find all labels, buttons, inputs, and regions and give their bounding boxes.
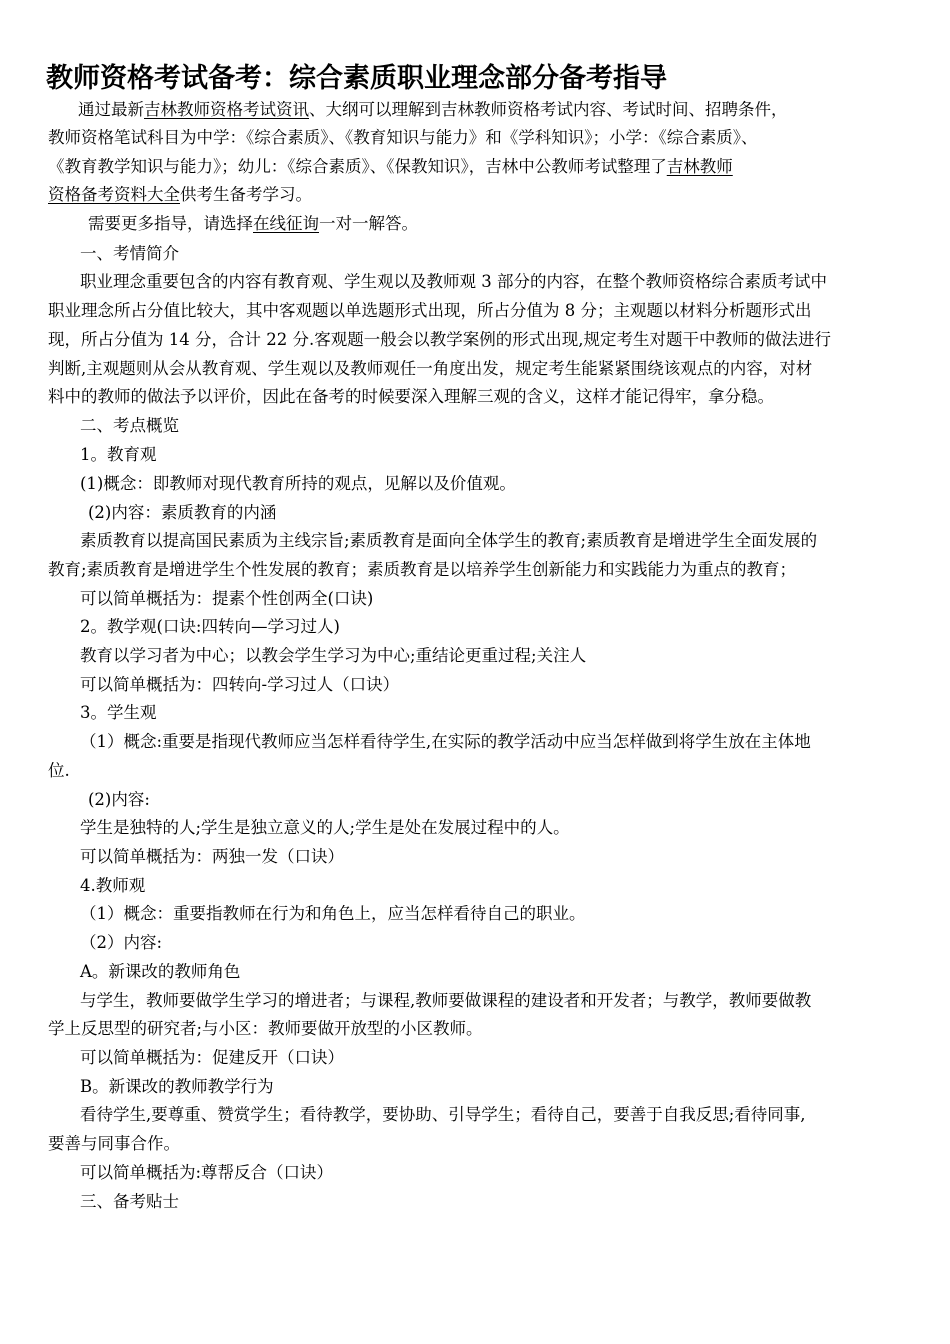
consult-text: 需要更多指导，请选择 — [88, 214, 253, 233]
body-line: 要善与同事合作。 — [48, 1134, 180, 1153]
prep-materials-link[interactable]: 吉林教师 — [666, 157, 733, 176]
prep-materials-link-cont[interactable]: 资格备考资料大全 — [48, 185, 180, 204]
body-line: 位. — [48, 761, 70, 780]
body-line: 素质教育以提高国民素质为主线宗旨;素质教育是面向全体学生的教育;素质教育是增进学生全面发展的 — [80, 531, 818, 550]
mnemonic-line: 可以简单概括为:尊帮反合（口诀） — [80, 1163, 334, 1182]
online-consult-link[interactable]: 在线征询 — [253, 214, 319, 233]
subheading-teacher-role: A。新课改的教师角色 — [80, 962, 241, 981]
body-line: 学生是独特的人;学生是独立意义的人;学生是处在发展过程中的人。 — [80, 818, 570, 837]
intro-line-3 — [48, 155, 733, 179]
body-line: 学上反思型的研究者;与小区：教师要做开放型的小区教师。 — [48, 1019, 483, 1038]
section-heading-prep-tips: 三、备考贴士 — [80, 1192, 179, 1211]
body-line: (2)内容: — [88, 790, 150, 809]
overview-line: 料中的教师的做法予以评价，因此在备考的时候要深入理解三观的含义，这样才能记得牢，拿分稳。 — [48, 387, 774, 406]
mnemonic-line: 可以简单概括为：两独一发（口诀） — [80, 847, 344, 866]
body-line: （1）概念:重要是指现代教师应当怎样看待学生,在实际的教学活动中应当怎样做到将学生放在主体地 — [80, 732, 811, 751]
intro-line-1 — [78, 98, 788, 122]
page-title: 教师资格考试备考：综合素质职业理念部分备考指导 — [46, 63, 667, 94]
intro-text: 通过最新 — [78, 100, 144, 119]
intro-line-4 — [48, 183, 312, 207]
body-line: （2）内容: — [80, 933, 163, 952]
mnemonic-line: 可以简单概括为：提素个性创两全(口诀) — [80, 589, 374, 608]
intro-text: 供考生备考学习。 — [180, 185, 312, 204]
intro-line-2: 教师资格笔试科目为中学：《综合素质》、《教育知识与能力》和《学科知识》；小学：《综合素质》、 — [48, 128, 758, 147]
overview-line: 判断,主观题则从会从教育观、学生观以及教师观任一角度出发，规定考生能紧紧围绕该观点的内容，对材 — [48, 359, 813, 378]
mnemonic-line: 可以简单概括为：四转向-学习过人（口诀） — [80, 675, 400, 694]
intro-text: 《教育教学知识与能力》；幼儿：《综合素质》、《保教知识》，吉林中公教师考试整理了 — [48, 157, 667, 176]
mnemonic-line: 可以简单概括为：促建反开（口诀） — [80, 1048, 344, 1067]
overview-line: 现，所占分值为 14 分，合计 22 分.客观题一般会以教学案例的形式出现,规定考生对题干中教师的做法进行 — [48, 330, 831, 349]
body-line: (2)内容：素质教育的内涵 — [88, 503, 277, 522]
exam-news-link[interactable]: 吉林教师资格考试资讯 — [144, 100, 309, 119]
subheading-student-view: 3。学生观 — [80, 703, 157, 722]
body-line: 与学生，教师要做学生学习的增进者；与课程,教师要做课程的建设者和开发者；与教学，教师要做教 — [80, 991, 812, 1010]
body-line: 教育以学习者为中心；以教会学生学习为中心;重结论更重过程;关注人 — [80, 646, 587, 665]
consult-line — [88, 212, 418, 236]
body-line: 看待学生,要尊重、赞赏学生；看待教学，要协助、引导学生；看待自己，要善于自我反思;看待同事, — [80, 1105, 806, 1124]
body-line: (1)概念：即教师对现代教育所持的观点，见解以及价值观。 — [80, 474, 516, 493]
subheading-education-view: 1。教育观 — [80, 445, 157, 464]
subheading-teaching-view: 2。教学观(口诀:四转向—学习过人) — [80, 617, 340, 636]
body-line: （1）概念：重要指教师在行为和角色上，应当怎样看待自己的职业。 — [80, 904, 586, 923]
subheading-teacher-behavior: B。新课改的教师教学行为 — [80, 1077, 274, 1096]
body-line: 教育;素质教育是增进学生个性发展的教育；素质教育是以培养学生创新能力和实践能力为重点的教育； — [48, 560, 797, 579]
intro-text: 、大纲可以理解到吉林教师资格考试内容、考试时间、招聘条件， — [309, 100, 788, 119]
consult-text: 一对一解答。 — [319, 214, 418, 233]
subheading-teacher-view: 4.教师观 — [80, 876, 146, 895]
overview-line: 职业理念所占分值比较大，其中客观题以单选题形式出现，所占分值为 8 分；主观题以材料分析题形式出 — [48, 301, 812, 320]
overview-line: 职业理念重要包含的内容有教育观、学生观以及教师观 3 部分的内容，在整个教师资格综合素质考试中 — [80, 272, 827, 291]
section-heading-key-points: 二、考点概览 — [80, 416, 179, 435]
section-heading-exam-overview: 一、考情简介 — [80, 244, 179, 263]
